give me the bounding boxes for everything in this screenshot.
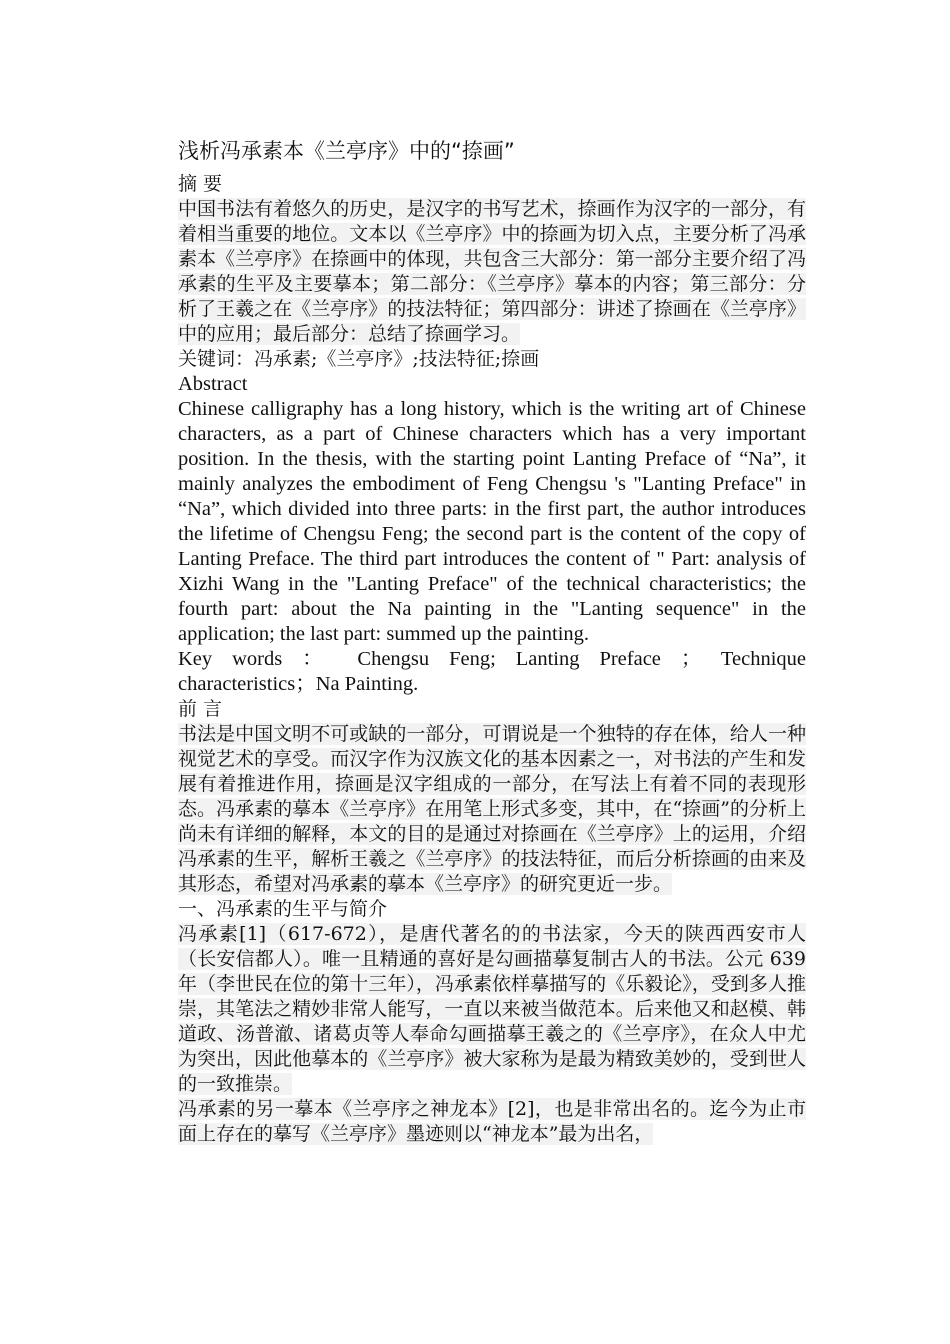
keywords: 关键词：冯承素;《兰亭序》;技法特征;捺画 (178, 348, 540, 370)
document-page (178, 136, 806, 1147)
abstract-heading: 摘 要 (178, 173, 223, 195)
preface-text (178, 722, 806, 897)
preface-heading: 前 言 (178, 698, 223, 720)
keywords-en: Key words ： Chengsu Feng; Lanting Preface ； Technique characteristics；Na Painting. (178, 648, 806, 695)
preface-text-content: 书法是中国文明不可或缺的一部分，可谓说是一个独特的存在体，给人一种视觉艺术的享受。而汉字作为汉族文化的基本因素之一，对书法的产生和发展有着推进作用，捺画是汉字组成的一部分，在写法上有着不同的表现形态。冯承素的摹本《兰亭序》在用笔上形式多变，其中，在“捺画”的分析上尚未有详细的解释，本文的目的是通过对捺画在《兰亭序》上的运用，介绍冯承素的生平，解析王羲之《兰亭序》的技法特征，而后分析捺画的由来及其形态，希望对冯承素的摹本《兰亭序》的研究更近一步。 (178, 723, 806, 895)
section1-paragraph-2-content: 冯承素的另一摹本《兰亭序之神龙本》[2]，也是非常出名的。迄今为止市面上存在的摹写《兰亭序》墨迹则以“神龙本”最为出名， (178, 1098, 806, 1145)
abstract-text (178, 197, 806, 347)
abstract-en-heading: Abstract (178, 373, 248, 395)
section1-heading: 一、冯承素的生平与简介 (178, 898, 388, 920)
document-title: 浅析冯承素本《兰亭序》中的“捺画” (178, 139, 515, 163)
abstract-en-text: Chinese calligraphy has a long history, which is the writing art of Chinese characters, as a part of Chinese characters which has a very important position. In the thesis, with the starting point Lanting Preface of “Na”, it mainly analyzes the embodiment of Feng Chengsu 's "Lanting Preface" in “Na”, which divided into three parts: in the first part, the author introduces the lifetime of Chengsu Feng; the second part is the content of the copy of Lanting Preface. The third part introduces the content of " Part: analysis of Xizhi Wang in the "Lanting Preface" of the technical characteristics; the fourth part: about the Na painting in the "Lanting sequence" in the application; the last part: summed up the painting. (178, 398, 806, 645)
abstract-text-content: 中国书法有着悠久的历史，是汉字的书写艺术，捺画作为汉字的一部分，有着相当重要的地位。文本以《兰亭序》中的捺画为切入点，主要分析了冯承素本《兰亭序》在捺画中的体现，共包含三大部分：第一部分主要介绍了冯承素的生平及主要摹本；第二部分：《兰亭序》摹本的内容；第三部分：分析了王羲之在《兰亭序》的技法特征；第四部分：讲述了捺画在《兰亭序》中的应用；最后部分：总结了捺画学习。 (178, 198, 806, 345)
section1-paragraph-1-content: 冯承素[1]（617-672），是唐代著名的的书法家，今天的陕西西安市人（长安信都人）。唯一且精通的喜好是勾画描摹复制古人的书法。公元 639 年（李世民在位的第十三年），冯承素依样摹描写的《乐毅论》，受到多人推崇，其笔法之精妙非常人能写，一直以来被当做范本。后来他又和赵模、韩道政、汤普澈、诸葛贞等人奉命勾画描摹王羲之的《兰亭序》，在众人中尤为突出，因此他摹本的《兰亭序》被大家称为是最为精致美妙的，受到世人的一致推崇。 (178, 923, 806, 1095)
section1-paragraph-2 (178, 1097, 806, 1147)
section1-paragraph-1 (178, 922, 806, 1097)
